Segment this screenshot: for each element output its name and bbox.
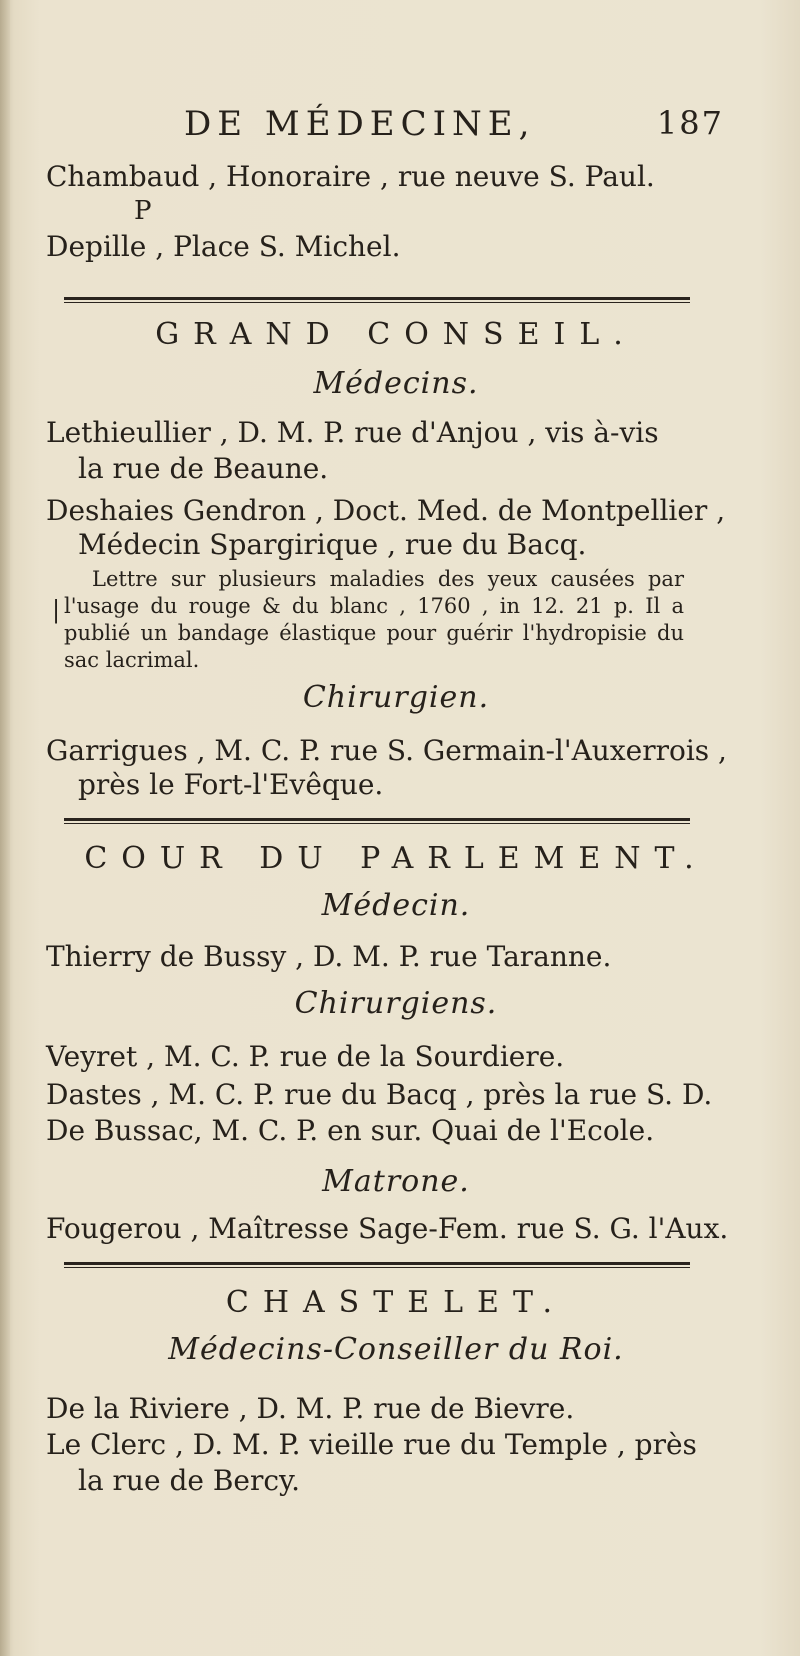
entry-garrigues: Garrigues , M. C. P. rue S. Germain-l'Auxerrois ,: [46, 734, 727, 767]
entry-deshaies-cont: Médecin Spargirique , rue du Bacq.: [78, 528, 587, 561]
heading-medecins-conseiller: Médecins-Conseiller du Roi.: [168, 1332, 624, 1367]
entry-le-clerc: Le Clerc , D. M. P. vieille rue du Temple , près: [46, 1428, 697, 1461]
heading-medecins: Médecins.: [313, 366, 479, 401]
page-spine: [0, 0, 10, 1656]
heading-chirurgien: Chirurgien.: [302, 680, 490, 715]
entry-lethieullier-cont: la rue de Beaune.: [78, 452, 329, 485]
section-title-chastelet: CHASTELET.: [225, 1285, 567, 1320]
section-title-cour-parlement: COUR DU PARLEMENT.: [84, 841, 708, 876]
entry-de-bussac: De Bussac, M. C. P. en sur. Quai de l'Ecole.: [46, 1114, 655, 1147]
section-rule: [64, 818, 690, 821]
entry-lethieullier: Lethieullier , D. M. P. rue d'Anjou , vis à-vis: [46, 416, 659, 449]
section-rule: [64, 297, 690, 300]
section-rule: [64, 1262, 690, 1265]
signature-mark: P: [134, 196, 152, 226]
entry-veyret: Veyret , M. C. P. rue de la Sourdiere.: [46, 1040, 565, 1073]
note-lettre: Lettre sur plusieurs maladies des yeux causées par l'usage du rouge & du blanc , 1760 , in 12. 21 p. Il a publié un bandage élastique pour guérir l'hydropisie du sac lacrimal.: [64, 567, 684, 672]
page-header: [184, 104, 724, 148]
entry-chambaud: Chambaud , Honoraire , rue neuve S. Paul.: [46, 160, 655, 193]
entry-depille: Depille , Place S. Michel.: [46, 230, 401, 263]
heading-medecin: Médecin.: [321, 888, 471, 923]
entry-garrigues-cont: près le Fort-l'Evêque.: [78, 768, 384, 801]
entry-fougerou: Fougerou , Maîtresse Sage-Fem. rue S. G. l'Aux.: [46, 1212, 729, 1245]
entry-de-la-riviere: De la Riviere , D. M. P. rue de Bievre.: [46, 1392, 575, 1425]
margin-mark: |: [52, 596, 61, 624]
entry-deshaies: Deshaies Gendron , Doct. Med. de Montpellier ,: [46, 494, 726, 527]
running-head: DE MÉDECINE,: [184, 104, 536, 144]
section-title-grand-conseil: GRAND CONSEIL.: [155, 317, 637, 352]
heading-matrone: Matrone.: [322, 1164, 470, 1199]
entry-le-clerc-cont: la rue de Bercy.: [78, 1464, 301, 1497]
page-number: 187: [656, 104, 724, 142]
heading-chirurgiens: Chirurgiens.: [294, 986, 498, 1021]
entry-dastes: Dastes , M. C. P. rue du Bacq , près la rue S. D.: [46, 1078, 713, 1111]
entry-thierry: Thierry de Bussy , D. M. P. rue Taranne.: [46, 940, 612, 973]
